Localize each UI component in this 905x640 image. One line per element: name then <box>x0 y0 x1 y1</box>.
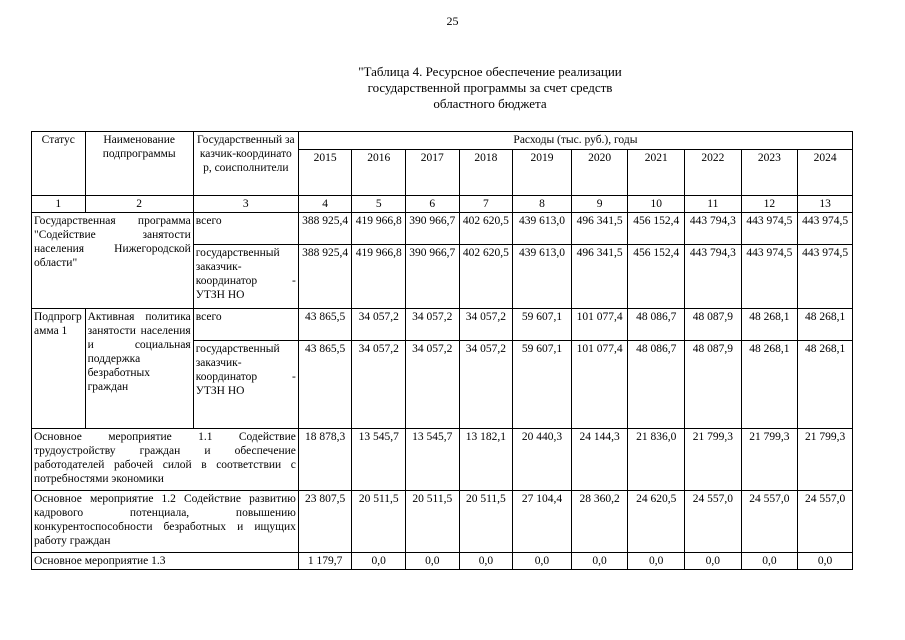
value-cell: 0,0 <box>352 553 406 570</box>
value-cell: 23 807,5 <box>298 491 352 553</box>
value-cell: 20 511,5 <box>352 491 406 553</box>
value-cell: 20 511,5 <box>406 491 460 553</box>
resource-table <box>31 131 853 570</box>
value-cell: 0,0 <box>685 553 742 570</box>
value-cell: 0,0 <box>459 553 513 570</box>
value-cell: 43 865,5 <box>298 309 352 341</box>
value-cell: 48 087,9 <box>685 309 742 341</box>
table-body <box>32 213 853 570</box>
table-title-line: государственной программы за счет средств <box>367 80 613 95</box>
header-status: Статус <box>32 132 86 196</box>
value-cell: 419 966,8 <box>352 213 406 245</box>
value-cell: 21 836,0 <box>628 429 685 491</box>
header-year: 2016 <box>352 150 406 196</box>
header-year: 2024 <box>798 150 853 196</box>
value-cell: 456 152,4 <box>628 245 685 309</box>
header-year: 2023 <box>741 150 798 196</box>
value-cell: 443 974,5 <box>741 213 798 245</box>
row-customer: всего <box>193 309 298 341</box>
value-cell: 13 545,7 <box>352 429 406 491</box>
row-status: Подпрограмма 1 <box>32 309 86 429</box>
value-cell: 34 057,2 <box>406 309 460 341</box>
value-cell: 443 794,3 <box>685 213 742 245</box>
value-cell: 0,0 <box>406 553 460 570</box>
value-cell: 443 794,3 <box>685 245 742 309</box>
header-year: 2015 <box>298 150 352 196</box>
value-cell: 34 057,2 <box>459 341 513 429</box>
column-number: 6 <box>406 196 460 213</box>
table-header <box>32 132 853 213</box>
column-number: 13 <box>798 196 853 213</box>
row-subprogram-name: Активная политика занятости населения и социальная поддержка безработных граждан <box>85 309 193 429</box>
value-cell: 0,0 <box>513 553 572 570</box>
value-cell: 24 557,0 <box>741 491 798 553</box>
row-status: Основное мероприятие 1.3 <box>32 553 299 570</box>
value-cell: 0,0 <box>798 553 853 570</box>
value-cell: 402 620,5 <box>459 245 513 309</box>
value-cell: 24 557,0 <box>798 491 853 553</box>
table-row <box>32 213 853 245</box>
value-cell: 20 440,3 <box>513 429 572 491</box>
row-status: Основное мероприятие 1.1 Содействие трудоустройству граждан и обеспечение работодателей рабочей силой в соответствии с потребностями экономики <box>32 429 299 491</box>
value-cell: 0,0 <box>571 553 628 570</box>
value-cell: 34 057,2 <box>406 341 460 429</box>
value-cell: 48 268,1 <box>741 341 798 429</box>
table-row <box>32 429 853 491</box>
value-cell: 21 799,3 <box>798 429 853 491</box>
value-cell: 59 607,1 <box>513 309 572 341</box>
value-cell: 48 268,1 <box>741 309 798 341</box>
value-cell: 439 613,0 <box>513 245 572 309</box>
value-cell: 13 182,1 <box>459 429 513 491</box>
table-row <box>32 491 853 553</box>
row-customer: всего <box>193 213 298 245</box>
value-cell: 48 087,9 <box>685 341 742 429</box>
column-number: 5 <box>352 196 406 213</box>
value-cell: 27 104,4 <box>513 491 572 553</box>
value-cell: 18 878,3 <box>298 429 352 491</box>
header-subprogram: Наименование подпрограммы <box>85 132 193 196</box>
value-cell: 390 966,7 <box>406 213 460 245</box>
value-cell: 101 077,4 <box>571 309 628 341</box>
column-number: 8 <box>513 196 572 213</box>
table-row <box>32 553 853 570</box>
column-number: 1 <box>32 196 86 213</box>
value-cell: 402 620,5 <box>459 213 513 245</box>
column-number: 9 <box>571 196 628 213</box>
column-number: 11 <box>685 196 742 213</box>
value-cell: 34 057,2 <box>352 341 406 429</box>
table-row <box>32 309 853 341</box>
header-year: 2021 <box>628 150 685 196</box>
value-cell: 101 077,4 <box>571 341 628 429</box>
value-cell: 24 620,5 <box>628 491 685 553</box>
value-cell: 28 360,2 <box>571 491 628 553</box>
value-cell: 456 152,4 <box>628 213 685 245</box>
column-number: 3 <box>193 196 298 213</box>
column-number: 10 <box>628 196 685 213</box>
row-customer: государственный заказчик-координатор - УТЗН НО <box>193 245 298 309</box>
header-year: 2019 <box>513 150 572 196</box>
table-title-line: "Таблица 4. Ресурсное обеспечение реализации <box>358 64 622 79</box>
value-cell: 443 974,5 <box>741 245 798 309</box>
column-number: 4 <box>298 196 352 213</box>
header-customer: Государственный заказчик-координатор, соисполнители <box>193 132 298 196</box>
value-cell: 419 966,8 <box>352 245 406 309</box>
value-cell: 1 179,7 <box>298 553 352 570</box>
value-cell: 439 613,0 <box>513 213 572 245</box>
value-cell: 21 799,3 <box>741 429 798 491</box>
value-cell: 24 557,0 <box>685 491 742 553</box>
value-cell: 0,0 <box>628 553 685 570</box>
column-number: 2 <box>85 196 193 213</box>
value-cell: 48 268,1 <box>798 309 853 341</box>
table-title-line: областного бюджета <box>433 96 547 111</box>
value-cell: 390 966,7 <box>406 245 460 309</box>
row-status: Основное мероприятие 1.2 Содействие развитию кадрового потенциала, повышению конкурентоспособности безработных и ищущих работу граждан <box>32 491 299 553</box>
value-cell: 388 925,4 <box>298 245 352 309</box>
row-customer: государственный заказчик-координатор - УТЗН НО <box>193 341 298 429</box>
value-cell: 496 341,5 <box>571 245 628 309</box>
value-cell: 48 086,7 <box>628 309 685 341</box>
value-cell: 0,0 <box>741 553 798 570</box>
value-cell: 34 057,2 <box>459 309 513 341</box>
header-year: 2018 <box>459 150 513 196</box>
table-title <box>300 64 680 112</box>
value-cell: 20 511,5 <box>459 491 513 553</box>
value-cell: 496 341,5 <box>571 213 628 245</box>
page-number: 25 <box>446 14 459 28</box>
value-cell: 21 799,3 <box>685 429 742 491</box>
column-number: 12 <box>741 196 798 213</box>
header-year: 2020 <box>571 150 628 196</box>
value-cell: 13 545,7 <box>406 429 460 491</box>
header-year: 2022 <box>685 150 742 196</box>
column-number: 7 <box>459 196 513 213</box>
row-status: Государственная программа "Содействие занятости населения Нижегородской области" <box>32 213 194 309</box>
value-cell: 48 268,1 <box>798 341 853 429</box>
value-cell: 43 865,5 <box>298 341 352 429</box>
value-cell: 48 086,7 <box>628 341 685 429</box>
value-cell: 443 974,5 <box>798 213 853 245</box>
header-expenses: Расходы (тыс. руб.), годы <box>298 132 852 150</box>
value-cell: 443 974,5 <box>798 245 853 309</box>
value-cell: 59 607,1 <box>513 341 572 429</box>
value-cell: 34 057,2 <box>352 309 406 341</box>
header-year: 2017 <box>406 150 460 196</box>
value-cell: 388 925,4 <box>298 213 352 245</box>
value-cell: 24 144,3 <box>571 429 628 491</box>
